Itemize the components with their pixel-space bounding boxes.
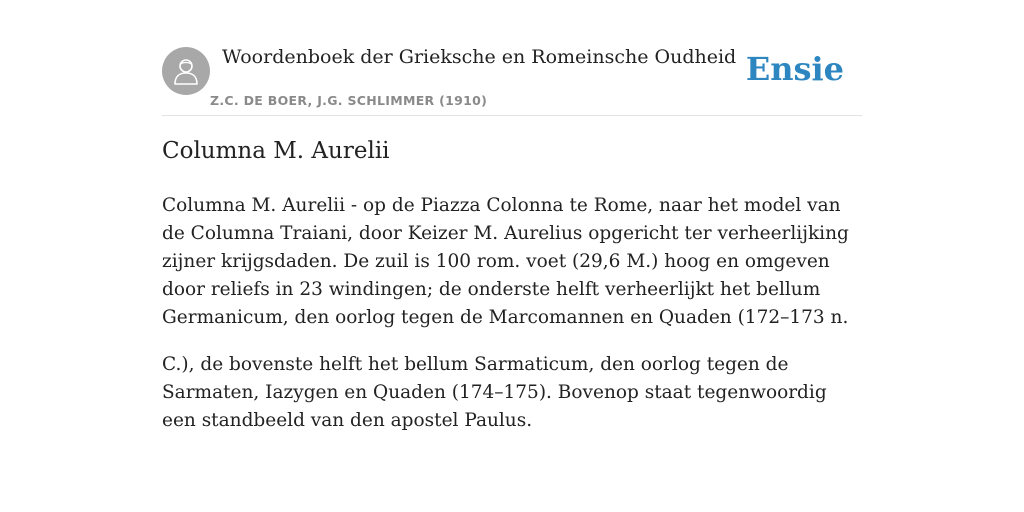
user-icon: [172, 56, 200, 86]
entry-paragraph: C.), de bovenste helft het bellum Sarmaticum, den oorlog tegen de Sarmaten, Iazygen en Quaden (174–175). Bovenop staat tegenwoordig een standbeeld van den apostel Paulus.: [162, 354, 827, 431]
avatar[interactable]: [162, 47, 210, 95]
book-header: [162, 44, 862, 116]
entry-body: [162, 192, 862, 454]
ensie-logo[interactable]: Ensie: [745, 50, 844, 88]
entry-title: Columna M. Aurelii: [162, 138, 390, 164]
book-title[interactable]: Woordenboek der Grieksche en Romeinsche Oudheid: [222, 46, 737, 68]
entry-paragraph: Columna M. Aurelii - op de Piazza Colonna te Rome, naar het model van de Columna Traiani, door Keizer M. Aurelius opgericht ter verheerlijking zijner krijgsdaden. De zuil is 100 rom. voet (29,6 M.) hoog en omgeven door reliefs in 23 windingen; de onderste helft verheerlijkt het bellum Germanicum, den oorlog tegen de Marcomannen en Quaden (172–173 n.: [162, 195, 849, 328]
book-authors: Z.C. DE BOER, J.G. SCHLIMMER (1910): [210, 93, 488, 108]
